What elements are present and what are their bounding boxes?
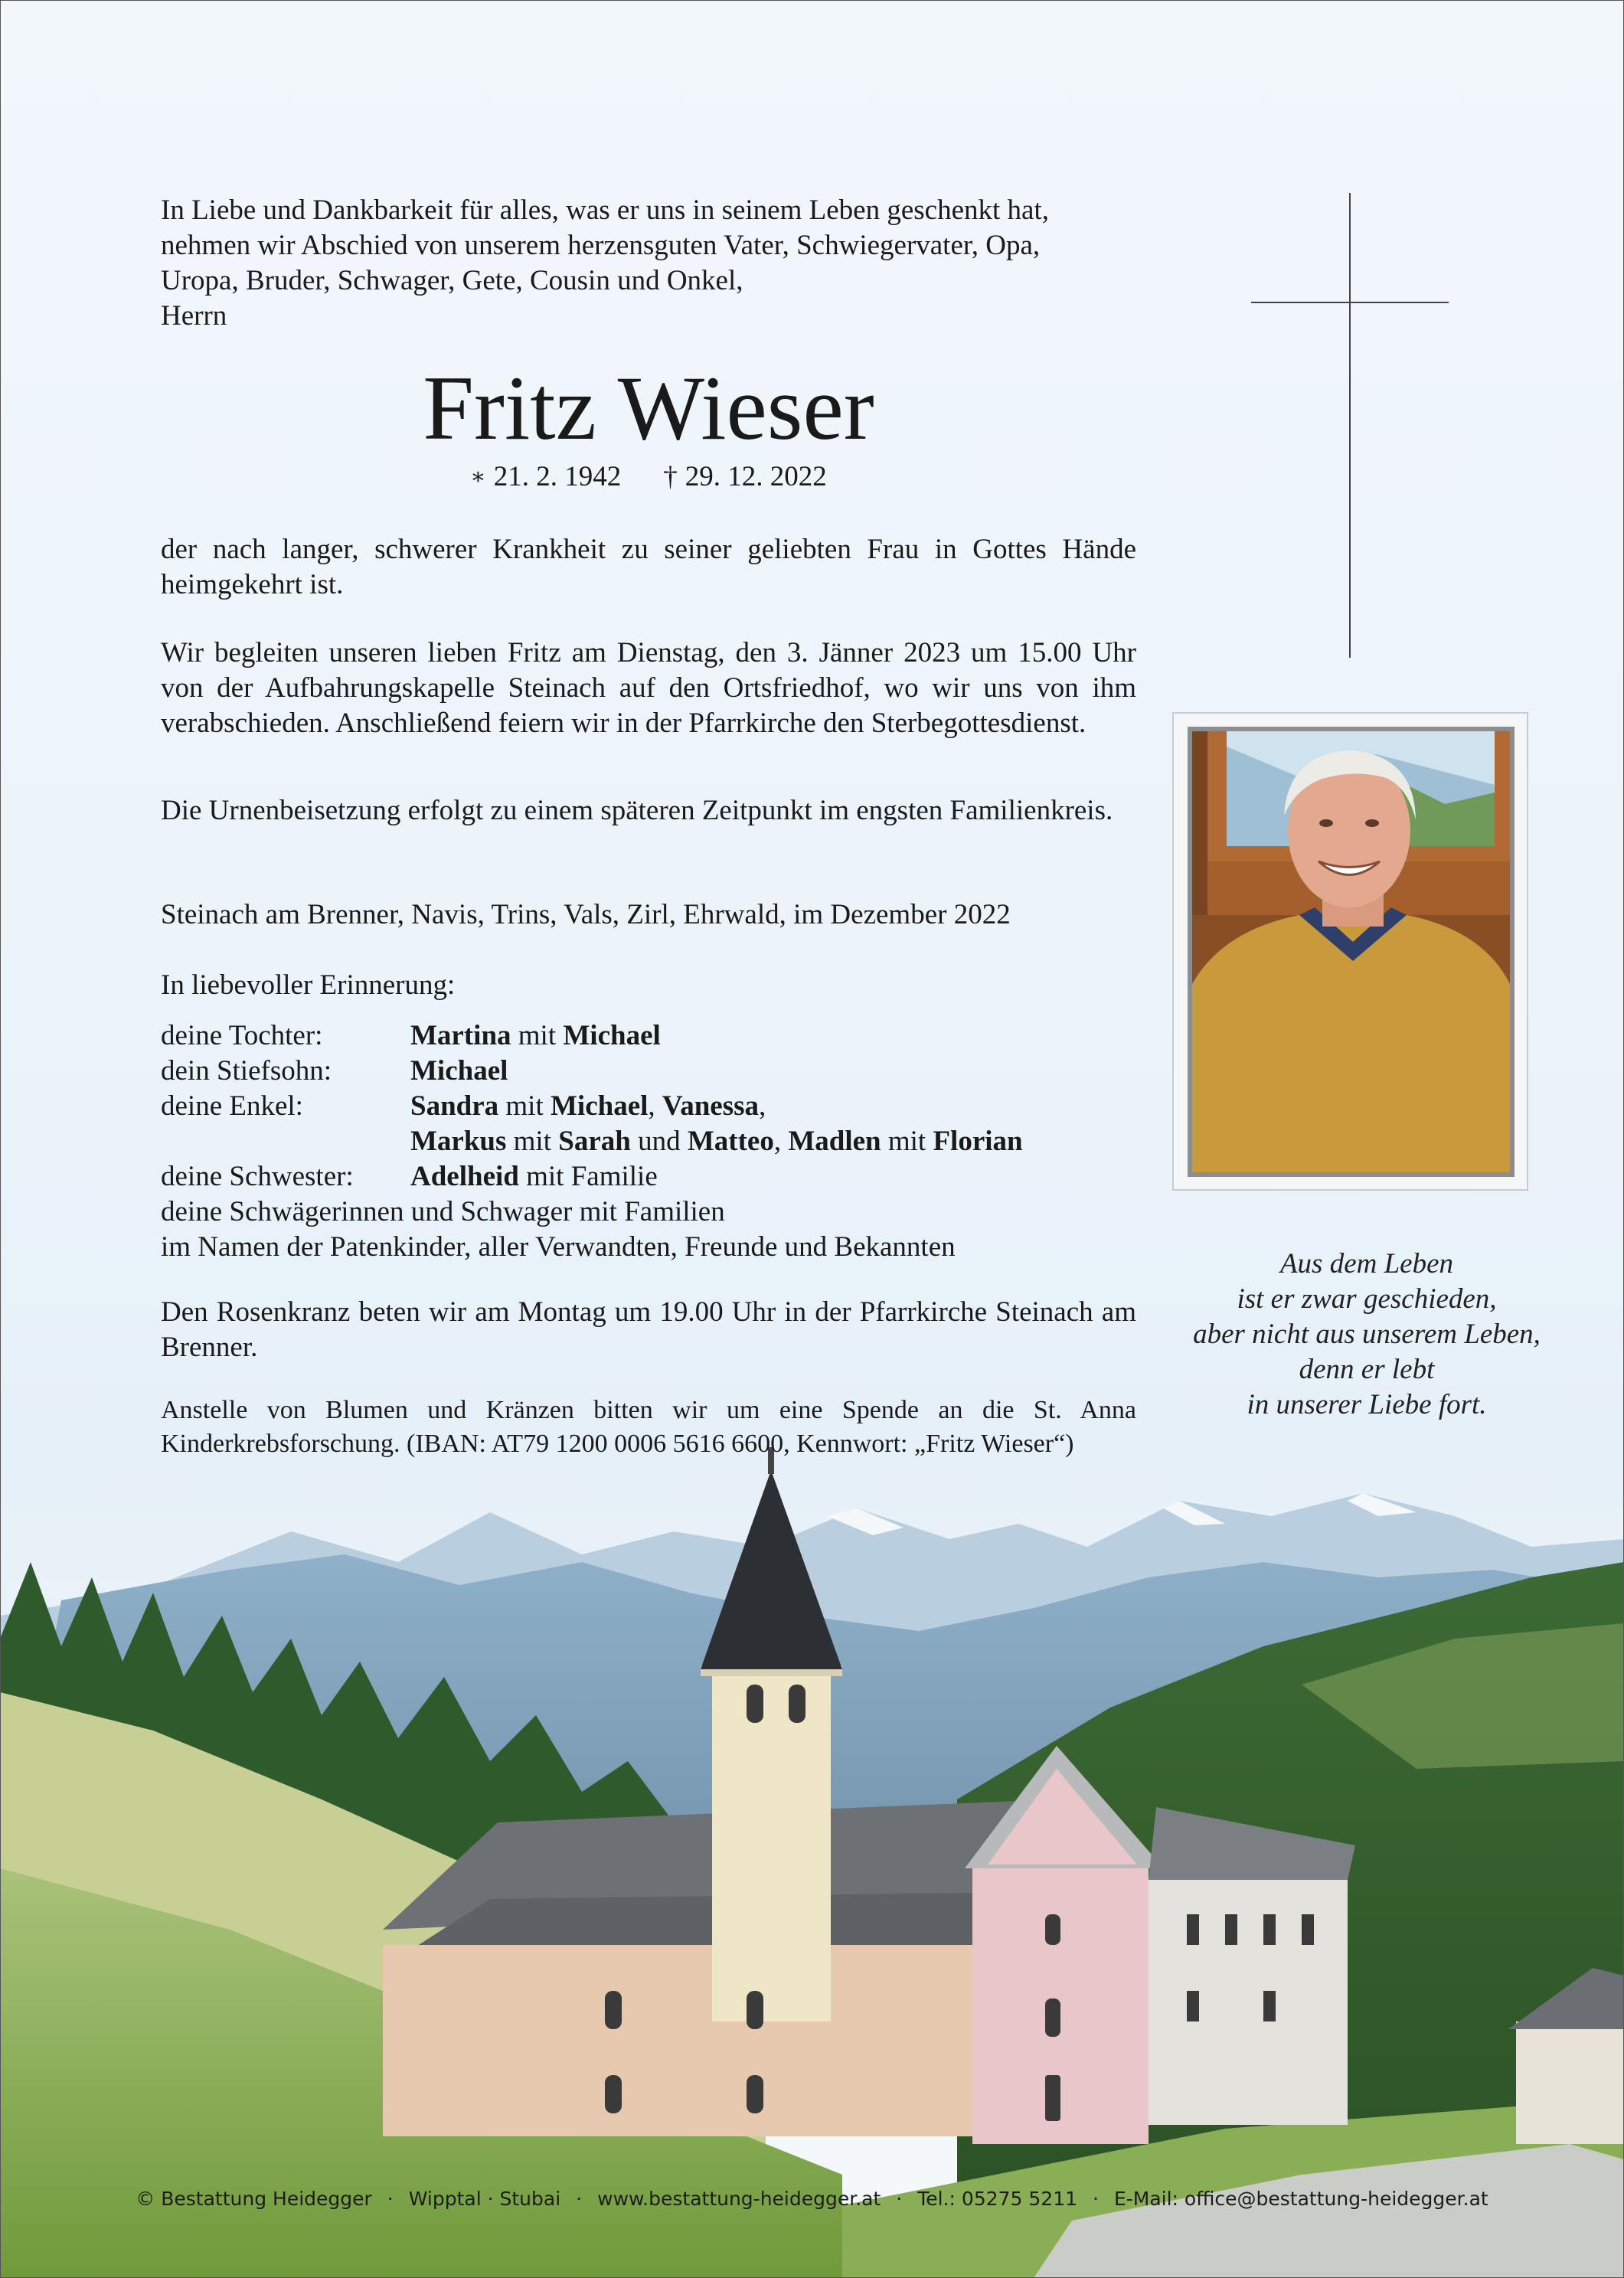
footer-website[interactable]: www.bestattung-heidegger.at <box>597 2188 881 2210</box>
quote-line: denn er lebt <box>1299 1354 1435 1385</box>
family-row-sister <box>161 1159 1156 1195</box>
relative-name: Sarah <box>558 1126 631 1157</box>
intro-line: Herrn <box>161 300 227 332</box>
relative-name: Michael <box>551 1090 649 1122</box>
relation-label: dein Stiefsohn: <box>161 1055 332 1087</box>
death-symbol: † <box>663 461 678 492</box>
donation-line: Kinderkrebsforschung. (IBAN: AT79 1200 0006 5616 6600, Kennwort: „Fritz Wieser“) <box>161 1430 1074 1458</box>
connector: mit <box>511 1020 564 1051</box>
relative-names <box>410 1124 1023 1159</box>
connector: , <box>773 1126 789 1157</box>
relative-name: Markus <box>410 1126 507 1157</box>
family-row-in-laws <box>161 1195 1156 1230</box>
memorial-quote <box>1164 1247 1570 1423</box>
others-text: im Namen der Patenkinder, aller Verwandten, Freunde und Bekannten <box>161 1231 956 1263</box>
relative-name: Adelheid <box>410 1161 519 1192</box>
relation-label: deine Schwester: <box>161 1161 354 1192</box>
relative-names <box>410 1089 766 1124</box>
intro-line: nehmen wir Abschied von unserem herzensguten Vater, Schwiegervater, Opa, <box>161 230 1041 261</box>
relation-label: deine Tochter: <box>161 1020 323 1051</box>
connector: mit <box>881 1126 933 1157</box>
footer-separator: · <box>896 2188 903 2210</box>
quote-line: aber nicht aus unserem Leben, <box>1193 1319 1541 1350</box>
family-row-others <box>161 1230 1156 1265</box>
passing-paragraph: der nach langer, schwerer Krankheit zu seiner geliebten Frau in Gottes Hände heimgekehrt ist. <box>161 534 1136 600</box>
family-row-stepson <box>161 1054 1156 1089</box>
footer <box>0 2188 1624 2210</box>
family-row-grandchildren-cont <box>161 1124 1156 1159</box>
place-date: Steinach am Brenner, Navis, Trins, Vals, Zirl, Ehrwald, im Dezember 2022 <box>161 899 1011 930</box>
relative-names <box>410 1018 661 1054</box>
quote-line: ist er zwar geschieden, <box>1237 1283 1497 1315</box>
family-row-daughter <box>161 1018 1156 1054</box>
relation-label: deine Enkel: <box>161 1090 303 1122</box>
relative-name: Matteo <box>687 1126 774 1157</box>
connector: , <box>759 1090 766 1122</box>
funeral-paragraph: Wir begleiten unseren lieben Fritz am Dienstag, den 3. Jänner 2023 um 15.00 Uhr von der Aufbahrungskapelle Steinach auf den Ortsfriedhof, wo wir uns von ihm verabschieden. Anschließend feiern wir in der Pfarrkirche den Sterbegottesdienst. <box>161 637 1136 739</box>
donation-line: Anstelle von Blumen und Kränzen bitten wir um eine Spende an die St. Anna <box>161 1396 1136 1424</box>
connector: mit <box>498 1090 551 1122</box>
rosary-paragraph: Den Rosenkranz beten wir am Montag um 19.00 Uhr in der Pfarrkirche Steinach am Brenner. <box>161 1296 1136 1363</box>
donation-paragraph <box>161 1394 1136 1461</box>
relative-name: Martina <box>410 1020 511 1051</box>
relative-name: Michael <box>563 1020 661 1051</box>
church-landscape-image <box>0 1440 1624 2278</box>
in-laws-text: deine Schwägerinnen und Schwager mit Familien <box>161 1196 725 1227</box>
intro-line: In Liebe und Dankbarkeit für alles, was er uns in seinem Leben geschenkt hat, <box>161 194 1049 226</box>
portrait-frame <box>1172 712 1528 1191</box>
connector: mit Familie <box>518 1161 658 1192</box>
quote-line: Aus dem Leben <box>1279 1248 1454 1280</box>
connector: und <box>630 1126 688 1157</box>
memory-heading: In liebevoller Erinnerung: <box>161 969 456 1001</box>
cross-icon-bar <box>1251 302 1449 303</box>
relative-name: Sandra <box>410 1090 499 1122</box>
footer-email[interactable]: E-Mail: office@bestattung-heidegger.at <box>1113 2188 1488 2210</box>
quote-line: in unserer Liebe fort. <box>1247 1389 1487 1420</box>
relative-name: Madlen <box>788 1126 881 1157</box>
relative-names <box>410 1054 508 1089</box>
relative-name: Vanessa <box>662 1090 760 1122</box>
relative-name: Florian <box>933 1126 1023 1157</box>
deceased-name: Fritz Wieser <box>423 357 874 459</box>
relative-names <box>410 1159 658 1195</box>
intro-line: Uropa, Bruder, Schwager, Gete, Cousin und Onkel, <box>161 265 743 296</box>
connector: mit <box>506 1126 559 1157</box>
cross-icon <box>1349 193 1351 658</box>
birth-date: 21. 2. 1942 <box>493 461 622 492</box>
footer-region: Wipptal · Stubai <box>408 2188 561 2210</box>
footer-phone: Tel.: 05275 5211 <box>917 2188 1078 2210</box>
relative-name: Michael <box>410 1055 508 1087</box>
connector: , <box>648 1090 662 1122</box>
portrait-photo <box>1188 727 1515 1177</box>
urn-paragraph: Die Urnenbeisetzung erfolgt zu einem späteren Zeitpunkt im engsten Familienkreis. <box>161 795 1113 826</box>
family-list <box>161 1018 1156 1265</box>
birth-symbol: ∗ <box>470 464 486 489</box>
death-date: 29. 12. 2022 <box>685 461 827 492</box>
footer-company: © Bestattung Heidegger <box>136 2188 372 2210</box>
footer-separator: · <box>1093 2188 1099 2210</box>
life-dates <box>161 459 1136 495</box>
footer-separator: · <box>387 2188 394 2210</box>
family-row-grandchildren <box>161 1089 1156 1124</box>
footer-separator: · <box>576 2188 583 2210</box>
intro-text <box>161 193 1136 334</box>
